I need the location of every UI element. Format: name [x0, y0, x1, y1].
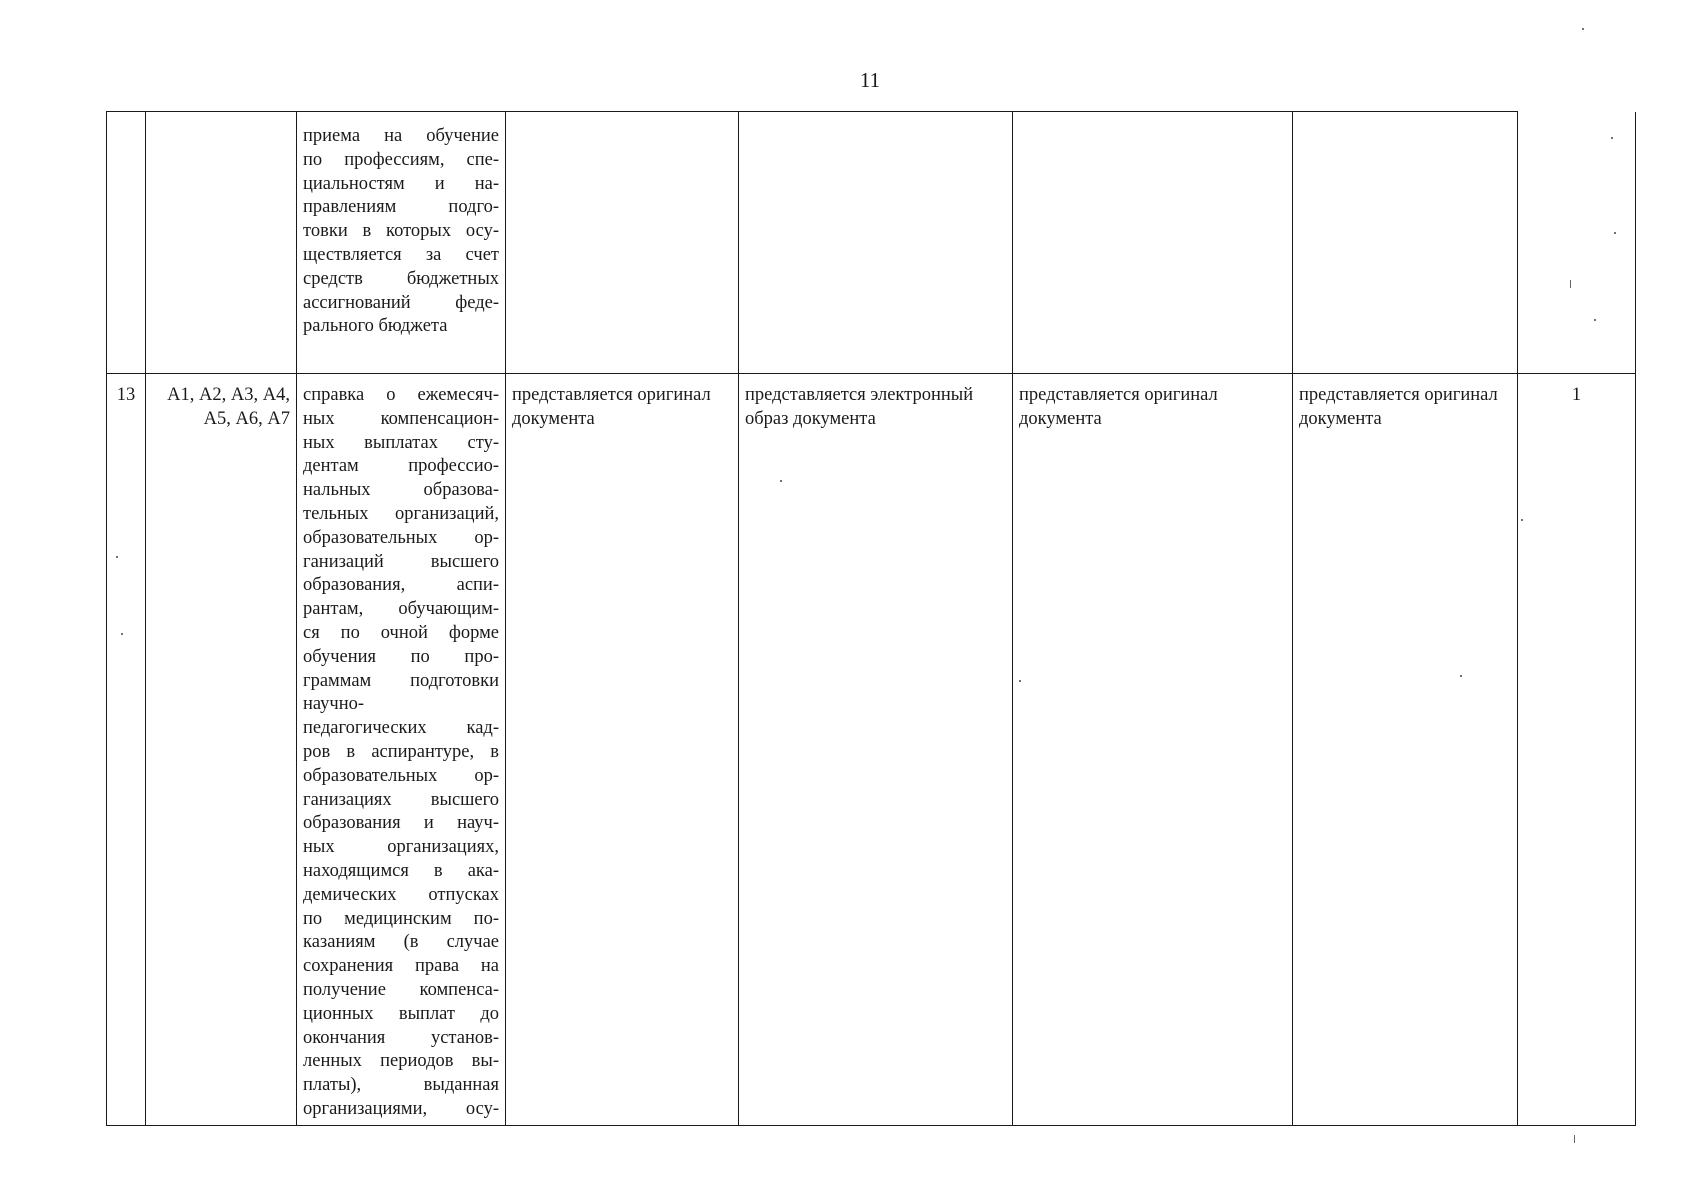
description-line: по медицинским по- [303, 908, 499, 929]
description-line: справка о ежемесяч- [303, 385, 499, 405]
scan-speck [1521, 519, 1523, 521]
column-8-cell [1518, 112, 1636, 374]
column-6-cell [1013, 112, 1293, 374]
codes-cell [146, 374, 297, 1126]
column-4-cell [506, 374, 739, 1126]
description-line: сохранения права на [303, 956, 499, 977]
scan-speck [1614, 232, 1616, 234]
description-line: ров в аспирантуре, в [303, 741, 499, 762]
description-line: ассигнований феде- [303, 292, 499, 313]
column-6-text [1013, 112, 1292, 122]
description-line: ных организациях, [303, 837, 499, 858]
description-line: приема на обучение [303, 126, 499, 146]
scan-speck [1019, 680, 1021, 682]
description-line: ных выплатах сту- [303, 432, 499, 453]
table-row [107, 112, 1636, 374]
column-7-text: представляется оригинал документа [1299, 385, 1498, 429]
scan-speck [116, 556, 118, 558]
row-number-cell [107, 374, 146, 1126]
description-line: ганизаций высшего [303, 551, 499, 572]
description-line: ционных выплат до [303, 1003, 499, 1024]
description-line: образования и науч- [303, 813, 499, 834]
table-row [107, 374, 1636, 1126]
applicant-codes [146, 112, 296, 122]
column-7-text [1293, 112, 1517, 122]
scan-speck [1594, 319, 1596, 321]
column-5-cell [739, 374, 1013, 1126]
description-line: педагогических кад- [303, 718, 499, 739]
description-line: казаниям (в случае [303, 932, 499, 953]
description-line: тельных организаций, [303, 503, 499, 524]
description-line: товки в которых осу- [303, 221, 499, 242]
description-line: циальностям и на- [303, 173, 499, 194]
description-line: ленных периодов вы- [303, 1051, 499, 1072]
document-description [297, 112, 505, 339]
document-table [106, 111, 1636, 1126]
scan-speck [1611, 137, 1613, 139]
description-line: находящимся в ака- [303, 860, 499, 881]
description-line: платы), выданная [303, 1075, 499, 1096]
scan-speck [1574, 1135, 1575, 1143]
column-4-text: представляется оригинал документа [512, 385, 711, 429]
description-line: рального бюджета [303, 316, 448, 337]
column-5-cell [739, 112, 1013, 374]
column-5-text [739, 112, 1012, 122]
column-5-text: представляется электронный образ документа [745, 385, 974, 429]
applicant-codes: А1, А2, А3, А4, А5, А6, А7 [167, 385, 290, 429]
scan-speck [1570, 280, 1571, 288]
description-line: ся по очной форме [303, 622, 499, 643]
description-line: демических отпусках [303, 884, 499, 905]
column-7-cell [1293, 112, 1518, 374]
column-4-text [506, 112, 738, 122]
row-number [107, 112, 145, 122]
column-8-cell [1518, 374, 1636, 1126]
document-description [297, 374, 505, 1122]
description-line: правлениям подго- [303, 197, 499, 218]
description-line: рантам, обучающим- [303, 599, 499, 620]
description-line: ганизациях высшего [303, 789, 499, 810]
description-line: образования, аспи- [303, 575, 499, 596]
column-8-text: 1 [1571, 385, 1582, 405]
column-6-text: представляется оригинал документа [1019, 385, 1218, 429]
description-line: средств бюджетных [303, 268, 499, 289]
scan-speck [1460, 675, 1462, 677]
description-line: ществляется за счет [303, 244, 499, 265]
description-line: научно- [303, 694, 365, 715]
column-6-cell [1013, 374, 1293, 1126]
description-line: ных компенсацион- [303, 408, 499, 429]
row-number-cell [107, 112, 146, 374]
description-line: организациями, осу- [303, 1098, 499, 1119]
column-4-cell [506, 112, 739, 374]
page-number: 11 [859, 68, 881, 92]
column-8-text [1518, 112, 1635, 122]
column-7-cell [1293, 374, 1518, 1126]
description-line: окончания установ- [303, 1027, 499, 1048]
description-line: обучения по про- [303, 646, 499, 667]
scan-speck [121, 633, 123, 635]
description-line: образовательных ор- [303, 765, 499, 786]
description-line: по профессиям, спе- [303, 149, 499, 170]
description-line: дентам профессио- [303, 456, 499, 477]
description-line: образовательных ор- [303, 527, 499, 548]
description-line: граммам подготовки [303, 670, 499, 691]
codes-cell [146, 112, 297, 374]
description-line: нальных образова- [303, 480, 499, 501]
row-number: 13 [116, 385, 136, 405]
scan-speck [1582, 28, 1584, 30]
document-description-cell [297, 112, 506, 374]
document-description-cell [297, 374, 506, 1126]
scan-speck [780, 480, 782, 482]
description-line: получение компенса- [303, 979, 499, 1000]
